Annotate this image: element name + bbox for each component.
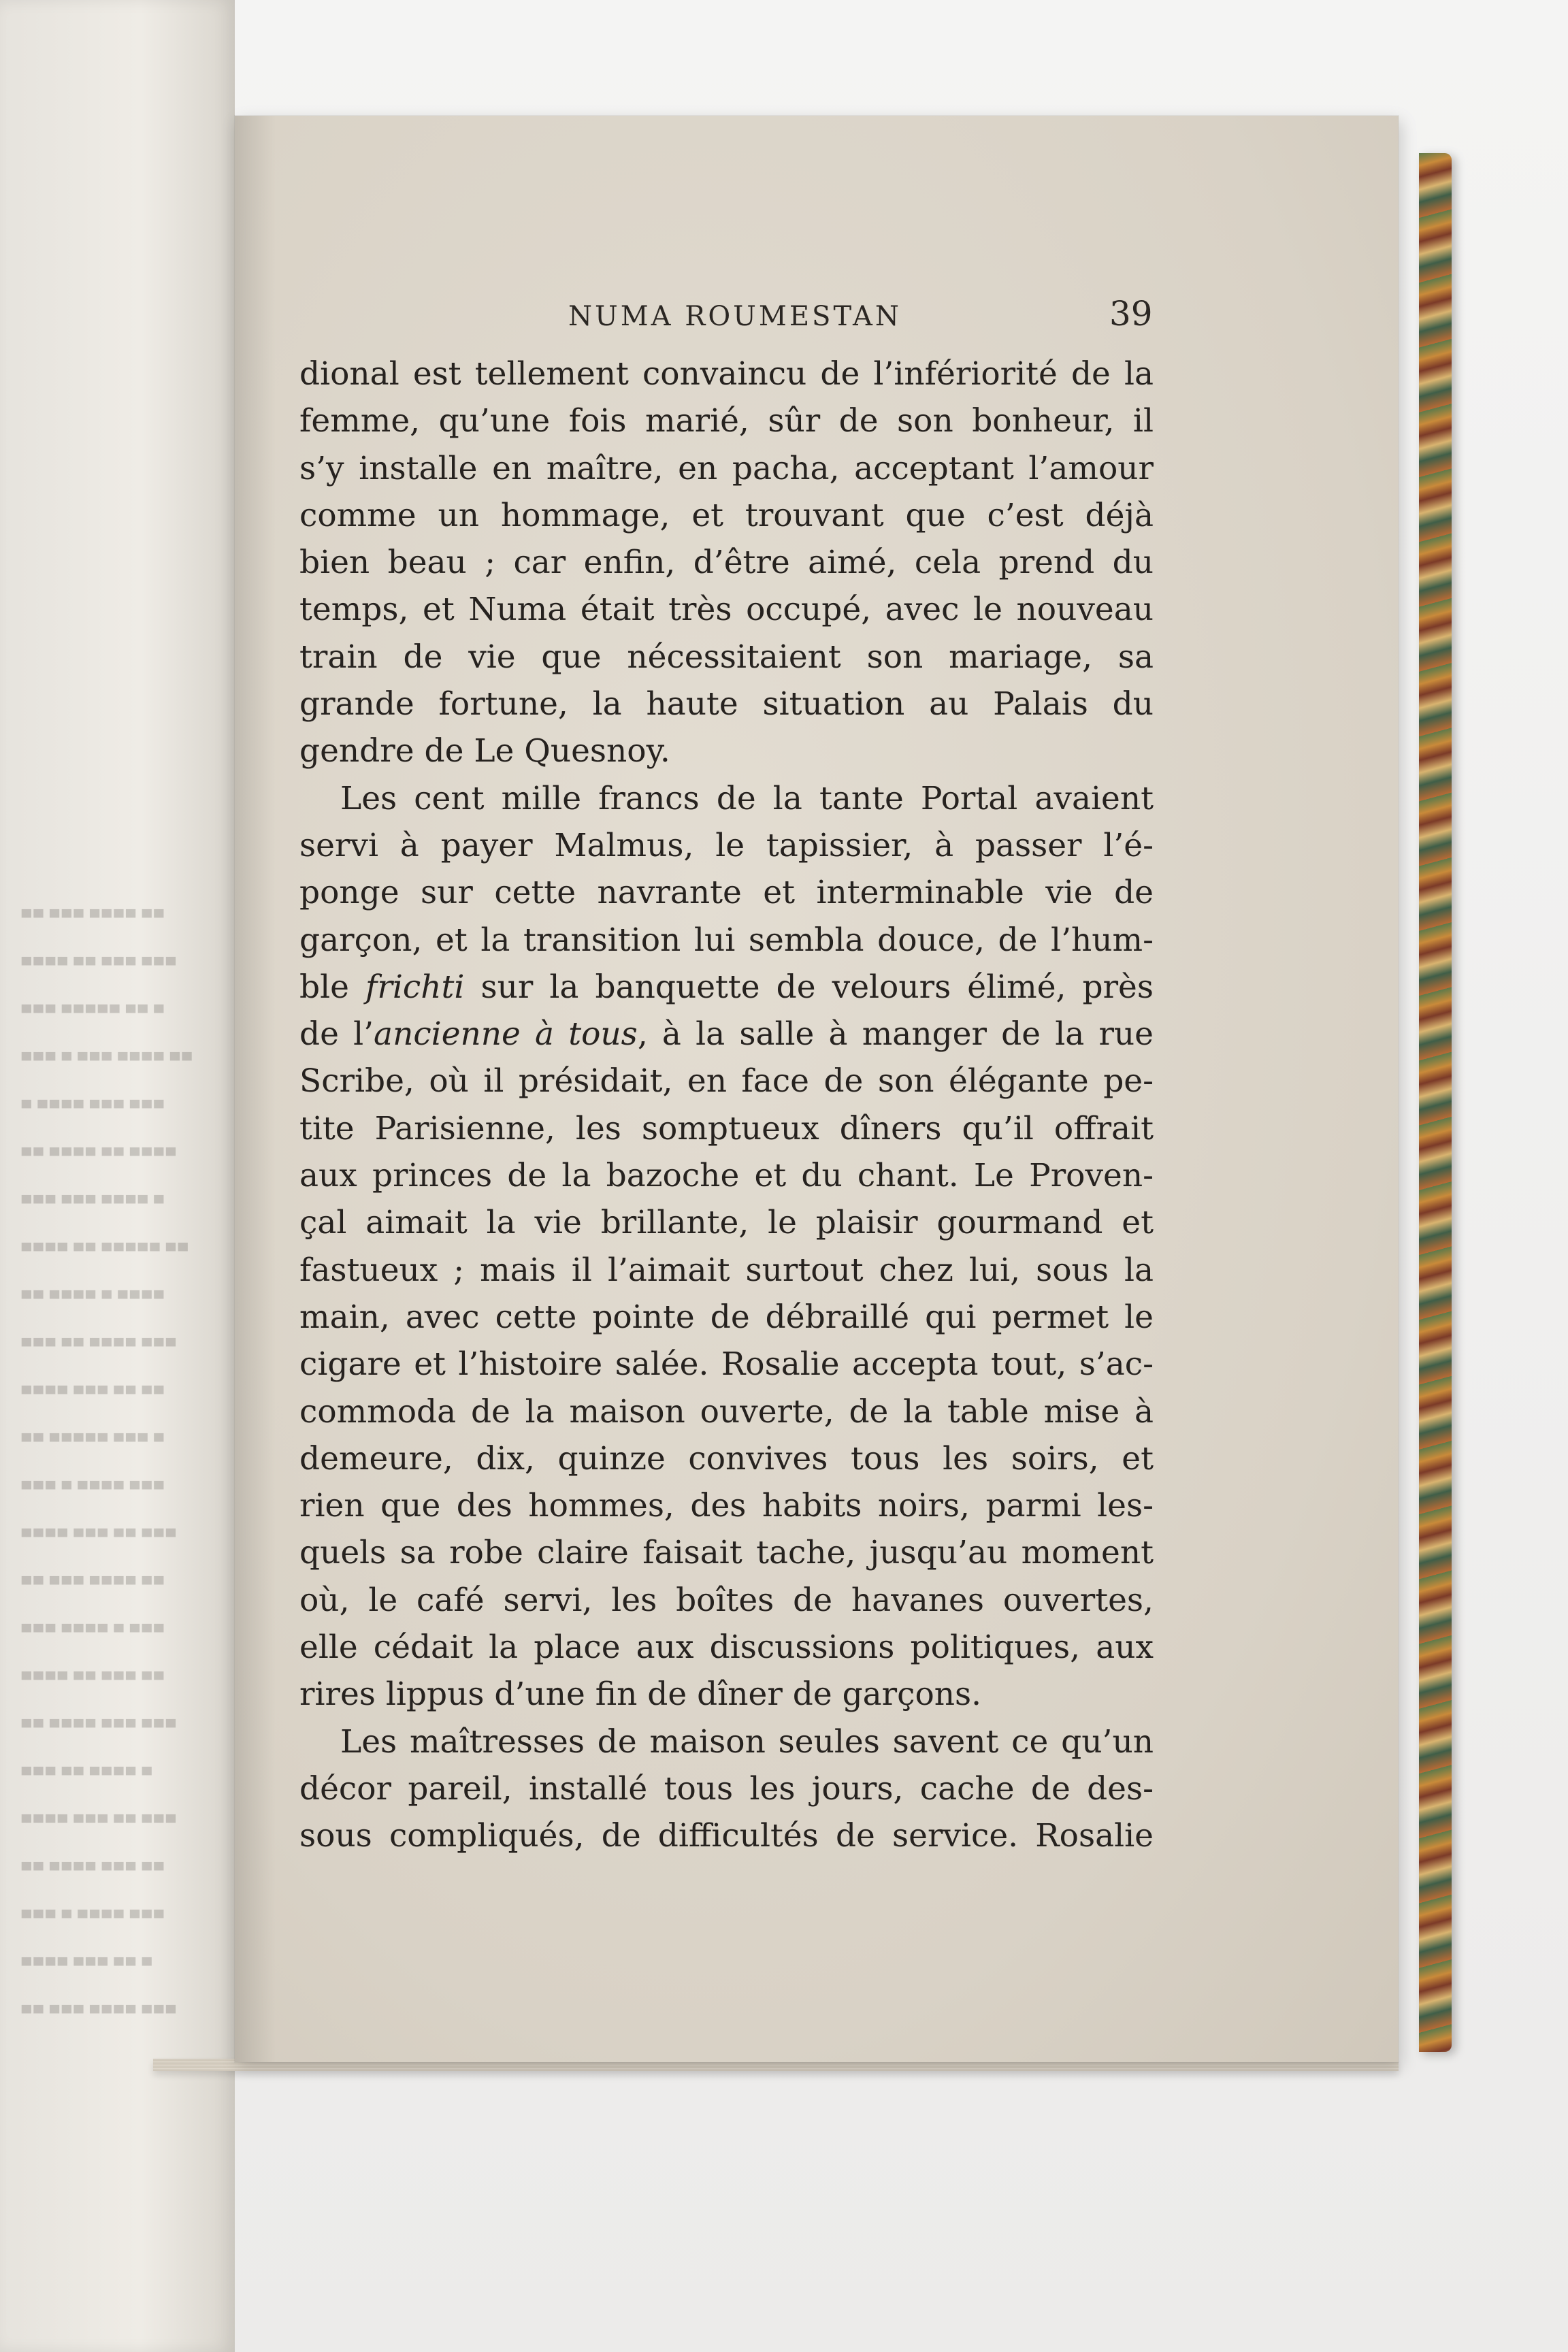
text-line: fastueux ; mais il l’aimait surtout chez lui, sous la xyxy=(299,1251,1154,1289)
text-line: sous compliqués, de difficultés de service. Rosalie xyxy=(299,1817,1154,1855)
text-line: rires lippus d’une fin de dîner de garçons. xyxy=(299,1676,982,1714)
running-title: NUMA ROUMESTAN xyxy=(568,301,902,332)
marbled-cover-edge xyxy=(1419,153,1452,2052)
text-line: servi à payer Malmus, le tapissier, à passer l’é- xyxy=(299,826,1154,864)
text-line: main, avec cette pointe de débraillé qui permet le xyxy=(299,1298,1154,1336)
text-segment: , à la salle à manger de la rue xyxy=(637,1015,1154,1054)
text-line xyxy=(299,1011,1154,1058)
text-segment: de l’ xyxy=(299,1015,374,1054)
page-number: 39 xyxy=(1109,294,1153,333)
text-line: femme, qu’une fois marié, sûr de son bonheur, il xyxy=(299,402,1154,440)
text-line: çal aimait la vie brillante, le plaisir gourmand et xyxy=(299,1204,1154,1242)
running-head xyxy=(235,294,1399,348)
text-line: elle cédait la place aux discussions politiques, aux xyxy=(299,1629,1154,1667)
text-line: s’y installe en maître, en pacha, acceptant l’amour xyxy=(299,449,1154,487)
text-segment: sur la banquette de velours élimé, près xyxy=(464,968,1154,1006)
text-line: aux princes de la bazoche et du chant. Le Proven- xyxy=(299,1157,1154,1195)
text-line: garçon, et la transition lui sembla douce, de l’hum- xyxy=(299,921,1154,959)
text-line: où, le café servi, les boîtes de havanes ouvertes, xyxy=(299,1581,1154,1619)
text-line: décor pareil, installé tous les jours, cache de des- xyxy=(299,1769,1154,1808)
left-page-verso xyxy=(0,0,235,2352)
text-segment: ble xyxy=(299,968,365,1006)
text-line: commoda de la maison ouverte, de la table mise à xyxy=(299,1392,1154,1431)
text-line: tite Parisienne, les somptueux dîners qu’il offrait xyxy=(299,1109,1154,1147)
text-line: Les cent mille francs de la tante Portal avaient xyxy=(340,779,1154,817)
right-page-recto xyxy=(235,116,1399,2062)
text-line: gendre de Le Quesnoy. xyxy=(299,732,670,770)
text-line: demeure, dix, quinze convives tous les soirs, et xyxy=(299,1439,1154,1477)
text-line: rien que des hommes, des habits noirs, parmi les- xyxy=(299,1487,1154,1525)
text-line: quels sa robe claire faisait tache, jusqu’au moment xyxy=(299,1534,1154,1572)
text-line: comme un hommage, et trouvant que c’est déjà xyxy=(299,496,1154,534)
body-text xyxy=(299,350,1154,1860)
text-line: bien beau ; car enfin, d’être aimé, cela prend du xyxy=(299,544,1154,582)
text-line: ponge sur cette navrante et interminable vie de xyxy=(299,874,1154,912)
italic-word: frichti xyxy=(365,968,465,1006)
text-line: Les maîtresses de maison seules savent ce qu’un xyxy=(340,1722,1154,1761)
italic-phrase: ancienne à tous xyxy=(374,1015,638,1054)
text-line: dional est tellement convaincu de l’infériorité de la xyxy=(299,355,1154,393)
text-line xyxy=(299,964,1154,1011)
text-line: grande fortune, la haute situation au Palais du xyxy=(299,685,1154,723)
text-line: cigare et l’histoire salée. Rosalie accepta tout, s’ac- xyxy=(299,1345,1154,1384)
text-line: Scribe, où il présidait, en face de son élégante pe- xyxy=(299,1062,1154,1100)
text-line: temps, et Numa était très occupé, avec le nouveau xyxy=(299,591,1154,629)
left-page-bleed-through: ▬▬ ▬▬▬ ▬▬▬▬ ▬▬ ▬▬▬▬ ▬▬ ▬▬▬ ▬▬▬ ▬▬▬ ▬▬▬▬▬ ▬▬ ▬ ▬▬▬ ▬ ▬▬▬ ▬▬▬▬ ▬▬ ▬ ▬▬▬▬ ▬▬▬ ▬▬▬ ▬▬ ▬▬▬▬ ▬▬ ▬▬▬▬ ▬▬▬ ▬▬▬ ▬▬▬▬ ▬ ▬▬▬▬ ▬▬ ▬▬▬▬▬ ▬▬ ▬▬ ▬▬▬▬ ▬ ▬▬▬▬ ▬▬▬ ▬▬ ▬▬▬▬ ▬▬▬ ▬▬▬▬ ▬▬▬ ▬▬ ▬▬ ▬▬ ▬▬▬▬▬ ▬▬▬ ▬ ▬▬▬ ▬ ▬▬▬▬ ▬▬▬ ▬▬▬▬ ▬▬▬ ▬▬ ▬▬▬ ▬▬ ▬▬▬ ▬▬▬▬ ▬▬ ▬▬▬ ▬▬▬▬ ▬ ▬▬▬ ▬▬▬▬ ▬▬ ▬▬▬ ▬▬ ▬▬ ▬▬▬▬ ▬▬▬ ▬▬▬ ▬▬▬ ▬▬ ▬▬▬▬ ▬ ▬▬▬▬ ▬▬▬ ▬▬ ▬▬▬ ▬▬ ▬▬▬▬ ▬▬▬ ▬▬ ▬▬▬ ▬ ▬▬▬▬ ▬▬▬ ▬▬▬▬ ▬▬▬ ▬▬ ▬ ▬▬ ▬▬▬ ▬▬▬▬ ▬▬▬ xyxy=(20,898,193,2021)
text-line: train de vie que nécessitaient son mariage, sa xyxy=(299,638,1154,676)
